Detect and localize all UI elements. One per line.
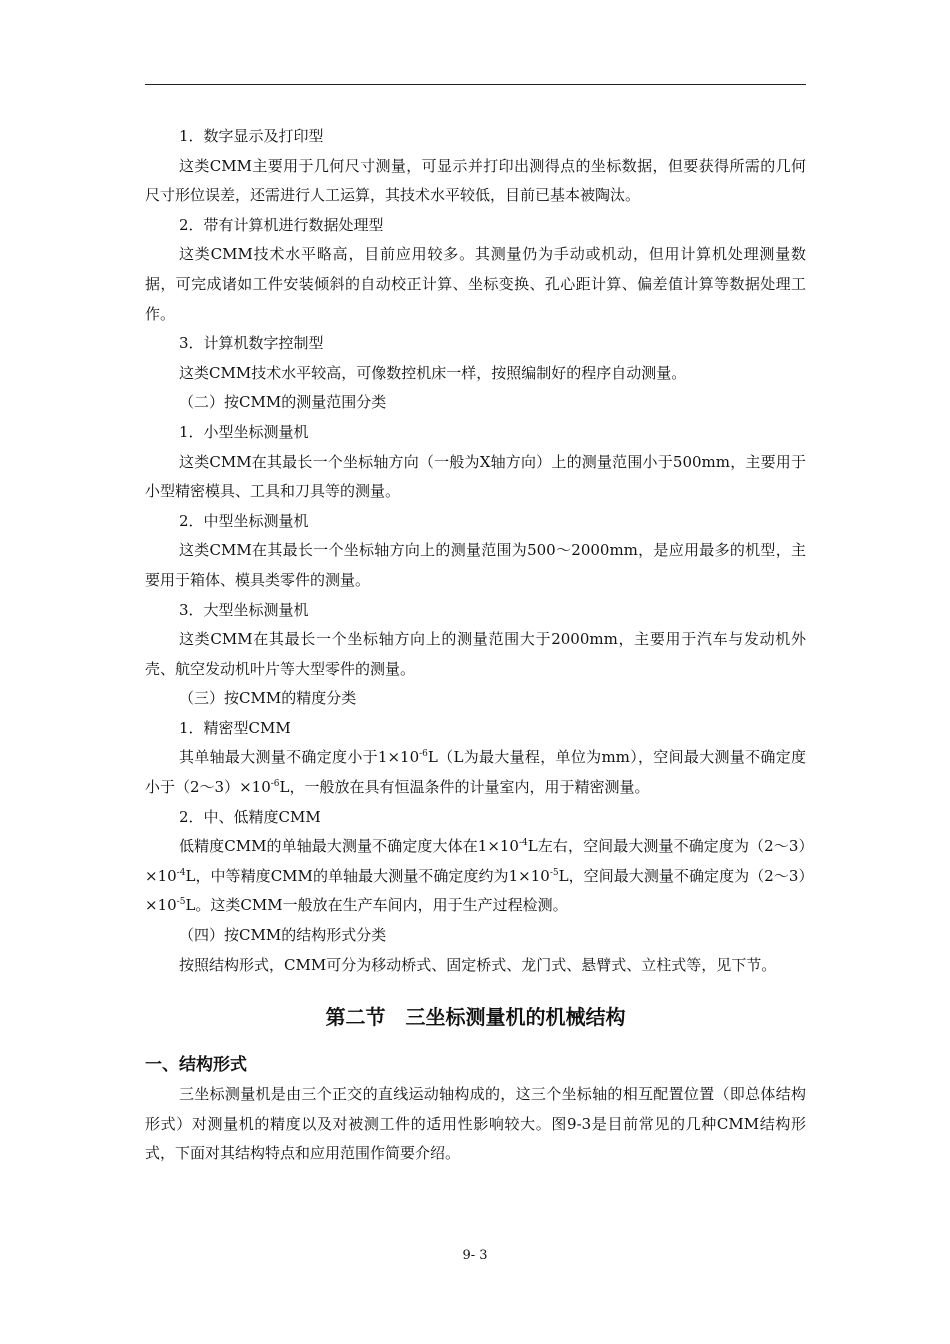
header-rule: [145, 84, 806, 85]
page-number: 9- 3: [462, 1248, 488, 1263]
paragraph: 这类CMM在其最长一个坐标轴方向上的测量范围为500～2000mm，是应用最多的机型，主要用于箱体、模具类零件的测量。: [145, 541, 806, 589]
paragraph: 三坐标测量机是由三个正交的直线运动轴构成的，这三个坐标轴的相互配置位置（即总体结构形式）对测量机的精度以及对被测工件的适用性影响较大。图9-3是目前常见的几种CMM结构形式，下面对其结构特点和应用范围作简要介绍。: [145, 1085, 806, 1163]
paragraph: 按照结构形式，CMM可分为移动桥式、固定桥式、龙门式、悬臂式、立柱式等，见下节。: [179, 955, 777, 974]
subsection-title: 一、结构形式: [145, 1055, 247, 1076]
paragraph: 3．大型坐标测量机: [179, 600, 309, 619]
paragraph: 这类CMM在其最长一个坐标轴方向上的测量范围大于2000mm，主要用于汽车与发动机外壳、航空发动机叶片等大型零件的测量。: [145, 630, 806, 678]
paragraph: （二）按CMM的测量范围分类: [179, 393, 387, 412]
paragraph: 这类CMM技术水平略高，目前应用较多。其测量仍为手动或机动，但用计算机处理测量数据，可完成诸如工件安装倾斜的自动校正计算、坐标变换、孔心距计算、偏差值计算等数据处理工作。: [145, 245, 806, 323]
paragraph: 1．数字显示及打印型: [179, 127, 324, 145]
paragraph: 这类CMM主要用于几何尺寸测量，可显示并打印出测得点的坐标数据，但要获得所需的几何尺寸形位误差，还需进行人工运算，其技术水平较低，目前已基本被陶汰。: [145, 156, 806, 205]
paragraph: 2．带有计算机进行数据处理型: [179, 215, 384, 234]
paragraph-heading: （四）按CMM的结构形式分类: [179, 926, 387, 945]
paragraph: 3．计算机数字控制型: [179, 334, 324, 353]
paragraph-mid-precision: 低精度CMM的单轴最大测量不确定度大体在$1\times 10^{-4}L$左右，空间最大测量不确定度为$(2\sim 3)\times 10^{-4}L$，中等精度CMM的单轴最大测量不确定度约为$1\times 10^{-5}L$，空间最大测量不确定度为$(2\sim 3)\times 10^{-5}L$。这类CMM一般放在生产车间内，用于生产过程检测。: [145, 837, 806, 915]
paragraph: 1．小型坐标测量机: [179, 422, 309, 441]
paragraph-heading: 2．中、低精度CMM: [179, 807, 321, 826]
paragraph: 2．中型坐标测量机: [179, 511, 309, 530]
paragraph: 这类CMM技术水平较高，可像数控机床一样，按照编制好的程序自动测量。: [179, 363, 687, 382]
paragraph: 1．精密型CMM: [179, 718, 291, 737]
paragraph-group: [145, 122, 806, 743]
page-body: [145, 122, 806, 1169]
section-title: 第二节 三坐标测量机的机械结构: [325, 1005, 626, 1030]
paragraph-precise-cmm: 其单轴最大测量不确定度小于$1\times 10^{-6}L(L$为最大量程，单位为mm），空间最大测量不确定度小于$(2\sim 3)\times 10^{-6}L$，一般放在具有恒温条件的计量室内，用于精密测量。: [145, 748, 807, 797]
paragraph: （三）按CMM的精度分类: [179, 689, 357, 708]
paragraph: 这类CMM在其最长一个坐标轴方向（一般为X轴方向）上的测量范围小于500mm，主要用于小型精密模具、工具和刀具等的测量。: [145, 452, 806, 501]
